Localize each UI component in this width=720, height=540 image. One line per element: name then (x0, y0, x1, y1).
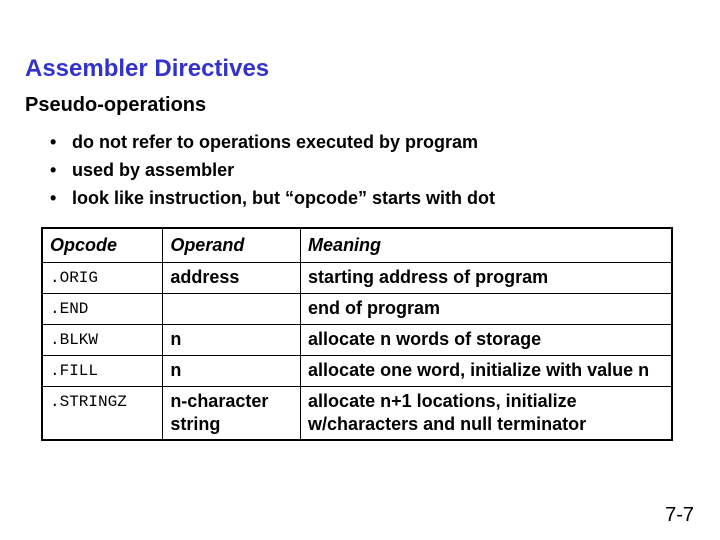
table-header-row (42, 228, 672, 263)
bullet-text: used by assembler (72, 160, 235, 180)
cell-opcode: .ORIG (42, 263, 163, 294)
bullet-item (50, 128, 495, 156)
cell-opcode: .STRINGZ (42, 387, 163, 441)
header-operand: Operand (163, 228, 301, 263)
cell-operand (163, 294, 301, 325)
cell-meaning: allocate one word, initialize with value n (301, 356, 672, 387)
bullet-dot-icon: • (50, 160, 57, 180)
directives-table (41, 227, 673, 441)
header-meaning: Meaning (301, 228, 672, 263)
bullet-item (50, 184, 495, 212)
bullet-text: do not refer to operations executed by program (72, 132, 479, 152)
cell-opcode: .BLKW (42, 325, 163, 356)
page-number: 7-7 (665, 504, 694, 526)
cell-operand: n (163, 325, 301, 356)
slide-title: Assembler Directives (25, 55, 270, 82)
cell-meaning: end of program (301, 294, 672, 325)
cell-meaning: starting address of program (301, 263, 672, 294)
header-opcode: Opcode (42, 228, 163, 263)
table-row (42, 356, 672, 387)
bullet-dot-icon: • (50, 132, 57, 152)
cell-opcode: .FILL (42, 356, 163, 387)
table-row (42, 387, 672, 441)
cell-operand: n-character string (163, 387, 301, 441)
bullet-list (50, 128, 495, 212)
bullet-item (50, 156, 495, 184)
cell-operand: n (163, 356, 301, 387)
bullet-dot-icon: • (50, 188, 57, 208)
slide-subtitle: Pseudo-operations (25, 94, 207, 116)
table-row (42, 325, 672, 356)
cell-meaning: allocate n words of storage (301, 325, 672, 356)
cell-opcode: .END (42, 294, 163, 325)
table-row (42, 263, 672, 294)
table-row (42, 294, 672, 325)
bullet-text: look like instruction, but “opcode” starts with dot (72, 188, 496, 208)
cell-meaning: allocate n+1 locations, initialize w/characters and null terminator (301, 387, 672, 441)
cell-operand: address (163, 263, 301, 294)
